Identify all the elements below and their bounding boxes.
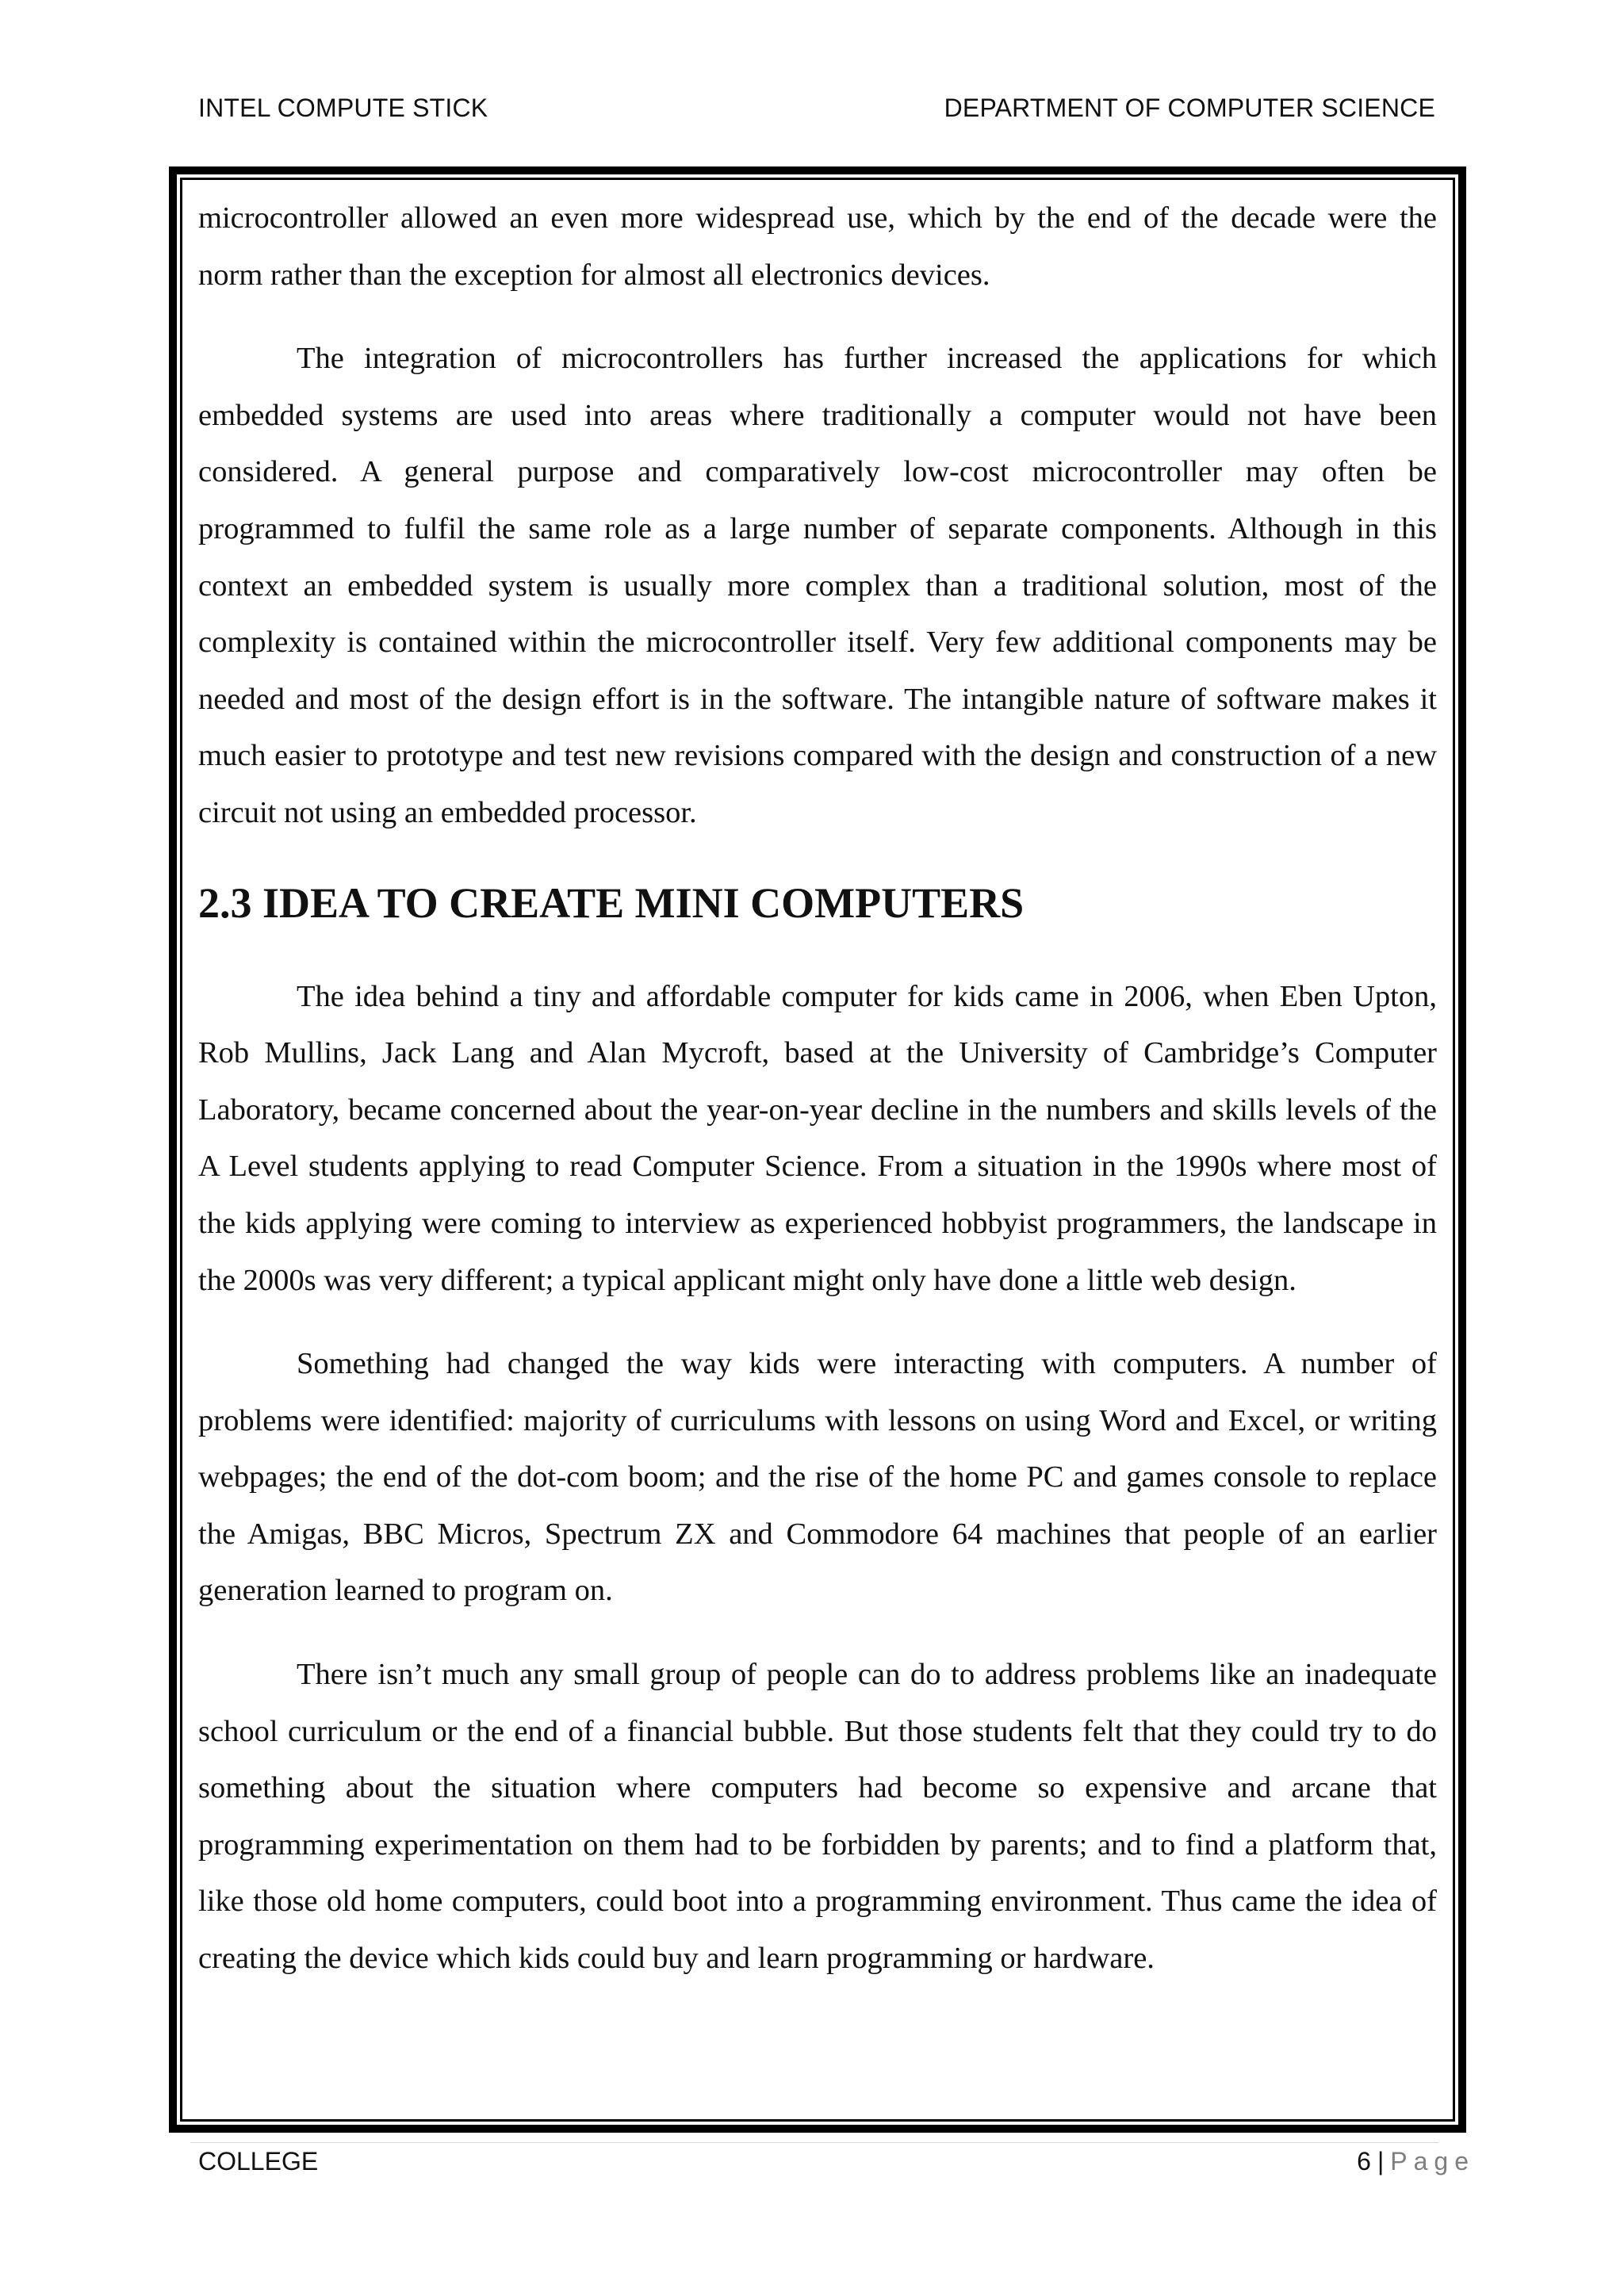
- document-body: [198, 190, 1437, 2015]
- section-heading: 2.3 IDEA TO CREATE MINI COMPUTERS: [198, 878, 1025, 927]
- paragraph-1: microcontroller allowed an even more widespread use, which by the end of the decade were the norm rather than the exception for almost all electronics devices.: [198, 201, 1437, 292]
- paragraph-5: There isn’t much any small group of people can do to address problems like an inadequate school curriculum or the end of a financial bubble. But those students felt that they could try to do something about the situation where computers had become so expensive and arcane that programming experimentation on them had to be forbidden by parents; and to find a platform that, like those old home computers, could boot into a programming environment. Thus came the idea of creating the device which kids could buy and learn programming or hardware.: [198, 1658, 1437, 1976]
- page-number: 6: [1357, 2147, 1371, 2175]
- paragraph-3: The idea behind a tiny and affordable computer for kids came in 2006, when Eben Upton, Rob Mullins, Jack Lang and Alan Mycroft, based at the University of Cambridge’s Computer Laboratory, became concerned about the year-on-year decline in the numbers and skills levels of the A Level students applying to read Computer Science. From a situation in the 1990s where most of the kids applying were coming to interview as experienced hobbyist programmers, the landscape in the 2000s was very different; a typical applicant might only have done a little web design.: [198, 979, 1437, 1297]
- page-separator: |: [1377, 2147, 1385, 2175]
- page-label: Page: [1390, 2147, 1475, 2175]
- paragraph-2: The integration of microcontrollers has further increased the applications for which embedded systems are used into areas where traditionally a computer would not have been considered. A general purpose and comparatively low-cost microcontroller may often be programmed to fulfil the same role as a large number of separate components. Although in this context an embedded system is usually more complex than a traditional solution, most of the complexity is contained within the microcontroller itself. Very few additional components may be needed and most of the design effort is in the software. The intangible nature of software makes it much easier to prototype and test new revisions compared with the design and construction of a new circuit not using an embedded processor.: [198, 342, 1437, 829]
- header-title: INTEL COMPUTE STICK: [198, 94, 488, 122]
- running-header: [198, 94, 1435, 138]
- header-department: DEPARTMENT OF COMPUTER SCIENCE: [944, 94, 1435, 122]
- footer-divider: [190, 2142, 1438, 2143]
- page-indicator: [1357, 2147, 1475, 2176]
- paragraph-4: Something had changed the way kids were interacting with computers. A number of problems were identified: majority of curriculums with lessons on using Word and Excel, or writing webpages; the end of the dot-com boom; and the rise of the home PC and games console to replace the Amigas, BBC Micros, Spectrum ZX and Commodore 64 machines that people of an earlier generation learned to program on.: [198, 1347, 1437, 1608]
- running-footer: [198, 2147, 1475, 2191]
- footer-college: COLLEGE: [198, 2147, 319, 2175]
